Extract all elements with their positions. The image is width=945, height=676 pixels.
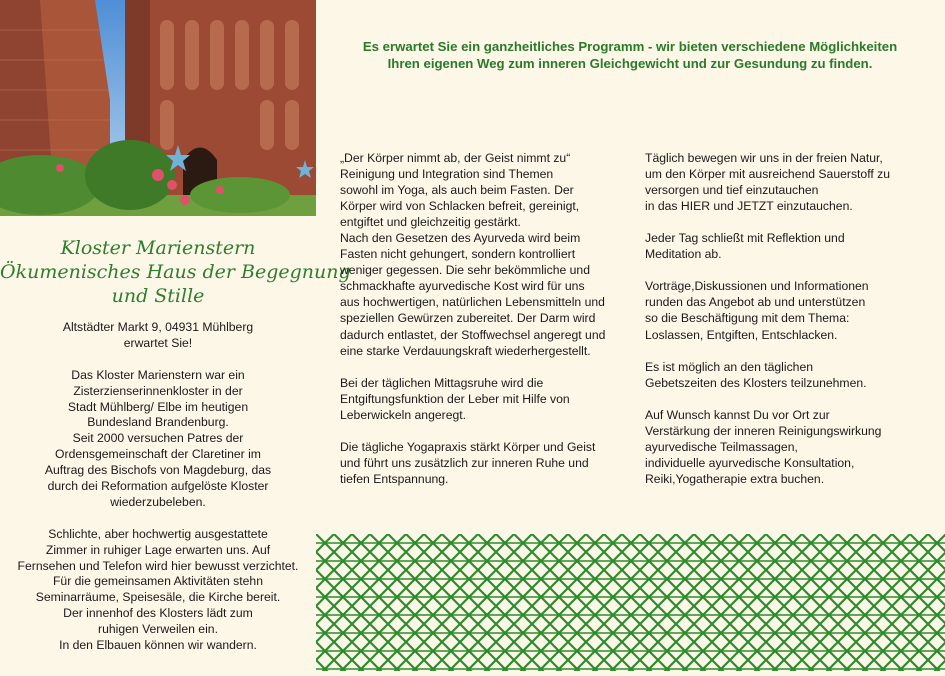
text-line: so die Beschäftigung mit dem Thema: xyxy=(645,311,850,326)
text-line: Die tägliche Yogapraxis stärkt Körper und Geist xyxy=(340,439,596,454)
text-line: eine starke Verdauungskraft wiederhergestellt. xyxy=(340,343,591,358)
text-line: in das HIER und JETZT einzutauchen. xyxy=(645,199,853,214)
text-line: ayurvedische Teilmassagen, xyxy=(645,439,798,454)
history-line: Ordensgemeinschaft der Claretiner im xyxy=(55,447,261,462)
text-line: und führt uns zusätzlich zur inneren Ruhe und xyxy=(340,455,589,470)
text-line: sowohl im Yoga, als auch beim Fasten. Der xyxy=(340,183,574,198)
woven-pattern xyxy=(316,534,945,671)
rooms-line: ruhigen Verweilen ein. xyxy=(98,622,218,637)
text-line: Bei der täglichen Mittagsruhe wird die xyxy=(340,375,544,390)
text-line: Reiki,Yogatherapie extra buchen. xyxy=(645,471,825,486)
history-line: Auftrag des Bischofs von Magdeburg, das xyxy=(44,463,272,478)
text-line: Leberwickeln angeregt. xyxy=(340,407,467,422)
text-line: aus hochwertigen, natürlichen Lebensmitteln und xyxy=(340,295,605,310)
text-line: Fasten nicht gehungert, sondern kontrolliert xyxy=(340,247,576,262)
text-line: „Der Körper nimmt ab, der Geist nimmt zu“ xyxy=(340,151,571,165)
rooms-line: Schlichte, aber hochwertig ausgestattete xyxy=(48,526,268,541)
text-line: Reinigung und Integration sind Themen xyxy=(340,167,554,182)
text-line: Vorträge,Diskussionen und Informationen xyxy=(645,279,869,294)
text-line: dadurch entlastet, der Stoffwechsel angeregt und xyxy=(340,327,606,342)
middle-column xyxy=(340,150,625,487)
monastery-title xyxy=(0,236,351,308)
history-line: Stadt Mühlberg/ Elbe im heutigen xyxy=(67,399,249,414)
history-line: wiederzubeleben. xyxy=(110,494,206,509)
text-line: schmackhafte ayurvedische Kost wird für uns xyxy=(340,279,585,294)
text-line: um den Körper mit ausreichend Sauerstoff zu xyxy=(645,167,891,182)
title-line-2: Ökumenisches Haus der Begegnung xyxy=(0,261,351,283)
monastery-photo xyxy=(0,0,316,216)
history-line: Zisterzienserinnenkloster in der xyxy=(73,383,243,398)
intro-line-2: Ihren eigenen Weg zum inneren Gleichgewicht und zur Gesundung zu finden. xyxy=(387,56,873,71)
text-line: Täglich bewegen wir uns in der freien Natur, xyxy=(645,151,883,165)
text-line: individuelle ayurvedische Konsultation, xyxy=(645,455,855,470)
left-column xyxy=(0,320,316,654)
right-column xyxy=(645,150,940,487)
address-line: Altstädter Markt 9, 04931 Mühlberg xyxy=(62,320,254,334)
address-line: erwartet Sie! xyxy=(123,335,193,350)
text-line: versorgen und tief einzutauchen xyxy=(645,183,819,198)
text-line: Auf Wunsch kannst Du vor Ort zur xyxy=(645,407,830,422)
text-line: entgiftet und gleichzeitig gestärkt. xyxy=(340,215,521,230)
text-line: Jeder Tag schließt mit Reflektion und xyxy=(645,231,845,246)
text-line: runden das Angebot ab und unterstützen xyxy=(645,295,866,310)
text-line: Gebetszeiten des Klosters teilzunehmen. xyxy=(645,375,867,390)
text-line: Nach den Gesetzen des Ayurveda wird beim xyxy=(340,231,581,246)
intro-line-1: Es erwartet Sie ein ganzheitliches Programm - wir bieten verschiedene Möglichkeiten xyxy=(362,39,898,54)
text-line: Entgiftungsfunktion der Leber mit Hilfe von xyxy=(340,391,570,406)
history-line: durch dei Reformation aufgelöste Kloster xyxy=(47,479,269,494)
history-line: Bundesland Brandenburg. xyxy=(87,415,229,430)
title-line-3: und Stille xyxy=(111,285,205,307)
text-line: weniger gegessen. Die sehr bekömmliche und xyxy=(340,263,590,278)
text-line: Meditation ab. xyxy=(645,247,722,262)
text-line: Körper wird von Schlacken befreit, gereinigt, xyxy=(340,199,580,214)
rooms-line: Der innenhof des Klosters lädt zum xyxy=(63,606,253,621)
intro-text xyxy=(330,38,930,72)
rooms-line: Zimmer in ruhiger Lage erwarten uns. Auf xyxy=(45,542,271,557)
rooms-line: Fernsehen und Telefon wird hier bewusst verzichtet. xyxy=(17,558,299,573)
rooms-line: Seminarräume, Speisesäle, die Kirche bereit. xyxy=(35,590,281,605)
rooms-line: In den Elbauen können wir wandern. xyxy=(59,638,257,653)
history-line: Das Kloster Marienstern war ein xyxy=(71,367,245,382)
text-line: Verstärkung der inneren Reinigungswirkung xyxy=(645,423,882,438)
text-line: tiefen Entspannung. xyxy=(340,471,449,486)
history-line: Seit 2000 versuchen Patres der xyxy=(72,431,244,446)
text-line: speziellen Gewürzen zubereitet. Der Darm wird xyxy=(340,311,596,326)
rooms-line: Für die gemeinsamen Aktivitäten stehn xyxy=(52,574,263,589)
title-line-1: Kloster Marienstern xyxy=(60,237,256,259)
text-line: Loslassen, Entgiften, Entschlacken. xyxy=(645,327,838,342)
text-line: Es ist möglich an den täglichen xyxy=(645,359,814,374)
